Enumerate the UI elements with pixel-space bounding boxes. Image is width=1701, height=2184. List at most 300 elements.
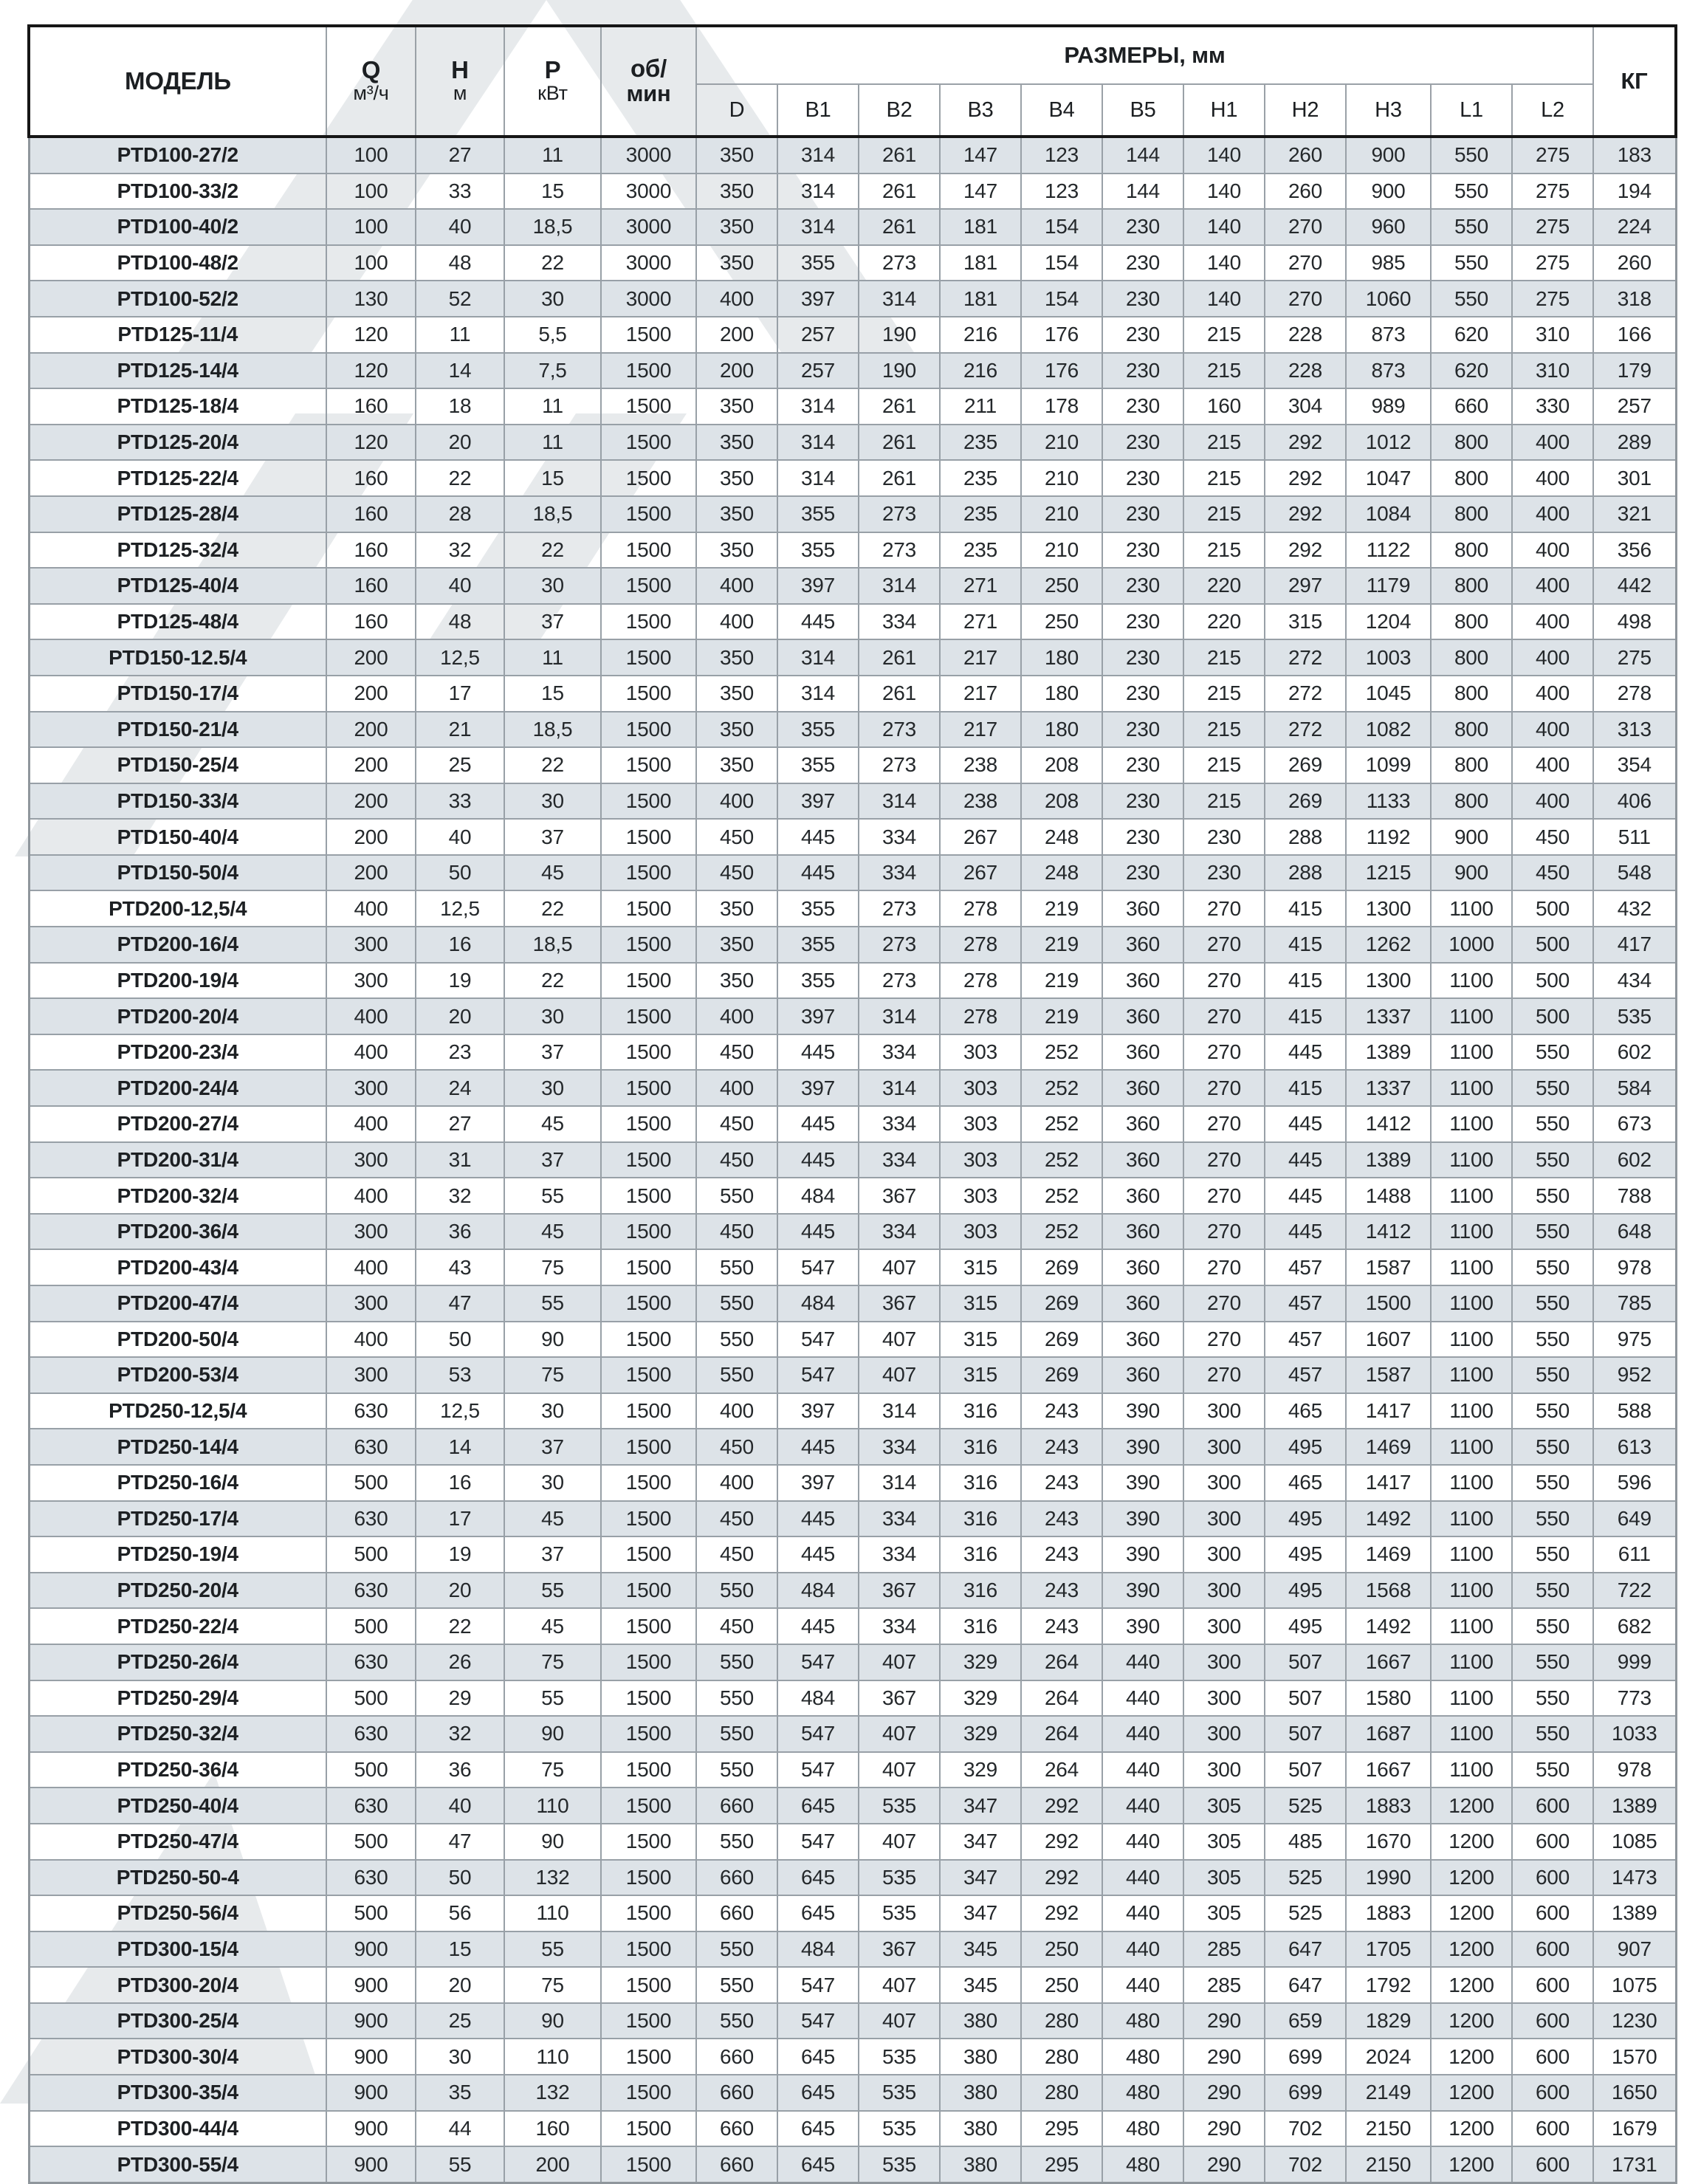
value-cell: 550 — [696, 1680, 777, 1717]
value-cell: 264 — [1021, 1752, 1102, 1788]
value-cell: 329 — [940, 1716, 1021, 1752]
value-cell: 45 — [504, 1214, 601, 1250]
value-cell: 1500 — [601, 783, 696, 820]
value-cell: 30 — [504, 568, 601, 604]
value-cell: 380 — [940, 2075, 1021, 2111]
value-cell: 406 — [1593, 783, 1676, 820]
value-cell: 1500 — [601, 1931, 696, 1968]
value-cell: 550 — [696, 1285, 777, 1322]
value-cell: 250 — [1021, 1931, 1102, 1968]
value-cell: 190 — [859, 317, 940, 353]
model-cell: PTD125-32/4 — [29, 532, 326, 569]
value-cell: 445 — [777, 1142, 859, 1178]
value-cell: 154 — [1021, 209, 1102, 245]
value-cell: 1000 — [1431, 927, 1512, 963]
value-cell: 300 — [1183, 1608, 1265, 1644]
value-cell: 273 — [859, 747, 940, 783]
model-cell: PTD250-22/4 — [29, 1608, 326, 1644]
value-cell: 273 — [859, 963, 940, 999]
value-cell: 1829 — [1346, 2003, 1431, 2039]
value-cell: 160 — [326, 388, 416, 425]
value-cell: 960 — [1346, 209, 1431, 245]
value-cell: 270 — [1183, 998, 1265, 1034]
model-cell: PTD100-52/2 — [29, 281, 326, 317]
value-cell: 445 — [1265, 1106, 1346, 1142]
value-cell: 215 — [1183, 783, 1265, 820]
model-cell: PTD125-18/4 — [29, 388, 326, 425]
value-cell: 200 — [326, 783, 416, 820]
value-cell: 788 — [1593, 1178, 1676, 1214]
value-cell: 314 — [777, 460, 859, 496]
value-cell: 285 — [1183, 1931, 1265, 1968]
value-cell: 345 — [940, 1931, 1021, 1968]
table-row — [29, 245, 1676, 281]
value-cell: 1500 — [601, 1214, 696, 1250]
value-cell: 390 — [1102, 1608, 1183, 1644]
table-row — [29, 963, 1676, 999]
value-cell: 1500 — [601, 1106, 696, 1142]
value-cell: 1300 — [1346, 963, 1431, 999]
model-cell: PTD200-31/4 — [29, 1142, 326, 1178]
value-cell: 1500 — [601, 2146, 696, 2183]
value-cell: 550 — [1512, 1106, 1593, 1142]
value-cell: 1047 — [1346, 460, 1431, 496]
value-cell: 314 — [777, 639, 859, 676]
value-cell: 645 — [777, 2146, 859, 2183]
value-cell: 216 — [940, 317, 1021, 353]
value-cell: 355 — [777, 747, 859, 783]
value-cell: 269 — [1265, 747, 1346, 783]
value-cell: 273 — [859, 927, 940, 963]
value-cell: 261 — [859, 676, 940, 712]
value-cell: 525 — [1265, 1788, 1346, 1824]
value-cell: 630 — [326, 1393, 416, 1429]
value-cell: 295 — [1021, 2111, 1102, 2147]
value-cell: 442 — [1593, 568, 1676, 604]
value-cell: 1500 — [601, 1429, 696, 1465]
value-cell: 215 — [1183, 353, 1265, 389]
value-cell: 400 — [1512, 639, 1593, 676]
value-cell: 900 — [1431, 855, 1512, 891]
value-cell: 36 — [416, 1752, 504, 1788]
value-cell: 208 — [1021, 783, 1102, 820]
value-cell: 90 — [504, 1716, 601, 1752]
value-cell: 1500 — [601, 1860, 696, 1896]
value-cell: 602 — [1593, 1034, 1676, 1071]
value-cell: 230 — [1102, 353, 1183, 389]
value-cell: 12,5 — [416, 890, 504, 927]
value-cell: 873 — [1346, 353, 1431, 389]
value-cell: 550 — [1512, 1644, 1593, 1680]
value-cell: 535 — [859, 1895, 940, 1931]
value-cell: 230 — [1102, 604, 1183, 640]
value-cell: 547 — [777, 1824, 859, 1860]
value-cell: 285 — [1183, 1967, 1265, 2003]
value-cell: 32 — [416, 1178, 504, 1214]
value-cell: 400 — [696, 998, 777, 1034]
value-cell: 275 — [1512, 245, 1593, 281]
value-cell: 500 — [1512, 890, 1593, 927]
value-cell: 450 — [696, 855, 777, 891]
value-cell: 280 — [1021, 2075, 1102, 2111]
value-cell: 1100 — [1431, 1465, 1512, 1501]
value-cell: 292 — [1021, 1824, 1102, 1860]
value-cell: 219 — [1021, 890, 1102, 927]
value-cell: 600 — [1512, 1788, 1593, 1824]
value-cell: 154 — [1021, 245, 1102, 281]
value-cell: 3000 — [601, 174, 696, 210]
value-cell: 500 — [326, 1824, 416, 1860]
value-cell: 220 — [1183, 568, 1265, 604]
value-cell: 252 — [1021, 1214, 1102, 1250]
value-cell: 20 — [416, 998, 504, 1034]
value-cell: 550 — [1512, 1070, 1593, 1106]
value-cell: 160 — [1183, 388, 1265, 425]
value-cell: 907 — [1593, 1931, 1676, 1968]
value-cell: 507 — [1265, 1680, 1346, 1717]
model-cell: PTD250-26/4 — [29, 1644, 326, 1680]
value-cell: 1500 — [601, 676, 696, 712]
model-cell: PTD250-36/4 — [29, 1752, 326, 1788]
value-cell: 660 — [696, 2111, 777, 2147]
value-cell: 314 — [859, 1070, 940, 1106]
value-cell: 978 — [1593, 1752, 1676, 1788]
value-cell: 300 — [326, 1357, 416, 1393]
value-cell: 160 — [326, 568, 416, 604]
value-cell: 11 — [504, 639, 601, 676]
header-rpm-top: об/ — [630, 55, 667, 83]
model-cell: PTD150-33/4 — [29, 783, 326, 820]
value-cell: 30 — [416, 2039, 504, 2075]
value-cell: 450 — [696, 1106, 777, 1142]
value-cell: 1200 — [1431, 1788, 1512, 1824]
table-row — [29, 1393, 1676, 1429]
value-cell: 1679 — [1593, 2111, 1676, 2147]
value-cell: 18,5 — [504, 209, 601, 245]
value-cell: 407 — [859, 1824, 940, 1860]
value-cell: 1500 — [601, 532, 696, 569]
value-cell: 270 — [1265, 281, 1346, 317]
value-cell: 270 — [1183, 963, 1265, 999]
value-cell: 355 — [777, 532, 859, 569]
value-cell: 550 — [1512, 1214, 1593, 1250]
value-cell: 535 — [1593, 998, 1676, 1034]
value-cell: 217 — [940, 639, 1021, 676]
table-row — [29, 425, 1676, 461]
value-cell: 30 — [504, 998, 601, 1034]
value-cell: 1500 — [601, 998, 696, 1034]
model-cell: PTD200-12,5/4 — [29, 890, 326, 927]
value-cell: 230 — [1102, 568, 1183, 604]
value-cell: 550 — [1512, 1608, 1593, 1644]
value-cell: 90 — [504, 2003, 601, 2039]
value-cell: 1667 — [1346, 1752, 1431, 1788]
value-cell: 100 — [326, 137, 416, 174]
value-cell: 600 — [1512, 1967, 1593, 2003]
value-cell: 230 — [1102, 855, 1183, 891]
value-cell: 400 — [1512, 712, 1593, 748]
value-cell: 380 — [940, 2111, 1021, 2147]
value-cell: 215 — [1183, 532, 1265, 569]
value-cell: 100 — [326, 174, 416, 210]
header-q-symbol: Q — [361, 55, 381, 83]
value-cell: 800 — [1431, 496, 1512, 532]
value-cell: 390 — [1102, 1536, 1183, 1573]
value-cell: 264 — [1021, 1716, 1102, 1752]
value-cell: 1469 — [1346, 1536, 1431, 1573]
value-cell: 550 — [696, 1716, 777, 1752]
value-cell: 305 — [1183, 1824, 1265, 1860]
value-cell: 367 — [859, 1931, 940, 1968]
value-cell: 1200 — [1431, 2039, 1512, 2075]
value-cell: 300 — [1183, 1680, 1265, 1717]
value-cell: 25 — [416, 2003, 504, 2039]
value-cell: 602 — [1593, 1142, 1676, 1178]
value-cell: 390 — [1102, 1573, 1183, 1609]
value-cell: 243 — [1021, 1501, 1102, 1537]
table-row — [29, 783, 1676, 820]
value-cell: 2024 — [1346, 2039, 1431, 2075]
value-cell: 300 — [326, 1142, 416, 1178]
table-row — [29, 1142, 1676, 1178]
value-cell: 550 — [696, 1931, 777, 1968]
value-cell: 30 — [504, 783, 601, 820]
value-cell: 257 — [1593, 388, 1676, 425]
value-cell: 292 — [1021, 1895, 1102, 1931]
value-cell: 20 — [416, 1573, 504, 1609]
value-cell: 270 — [1183, 1357, 1265, 1393]
value-cell: 1500 — [601, 1716, 696, 1752]
value-cell: 400 — [696, 604, 777, 640]
value-cell: 400 — [1512, 747, 1593, 783]
header-dim-l1: L1 — [1431, 84, 1512, 137]
value-cell: 1500 — [601, 2075, 696, 2111]
value-cell: 273 — [859, 532, 940, 569]
value-cell: 269 — [1021, 1357, 1102, 1393]
value-cell: 261 — [859, 460, 940, 496]
table-row — [29, 137, 1676, 174]
value-cell: 334 — [859, 819, 940, 855]
value-cell: 1100 — [1431, 963, 1512, 999]
value-cell: 43 — [416, 1249, 504, 1285]
value-cell: 400 — [696, 1393, 777, 1429]
value-cell: 450 — [696, 1501, 777, 1537]
value-cell: 1500 — [601, 963, 696, 999]
value-cell: 20 — [416, 1967, 504, 2003]
value-cell: 37 — [504, 1142, 601, 1178]
table-row — [29, 1644, 1676, 1680]
value-cell: 29 — [416, 1680, 504, 1717]
value-cell: 300 — [326, 1070, 416, 1106]
value-cell: 1500 — [601, 639, 696, 676]
value-cell: 535 — [859, 1788, 940, 1824]
value-cell: 1500 — [601, 1644, 696, 1680]
value-cell: 1389 — [1593, 1788, 1676, 1824]
header-h-symbol: Н — [451, 55, 469, 83]
model-cell: PTD250-50-4 — [29, 1860, 326, 1896]
value-cell: 55 — [416, 2146, 504, 2183]
model-cell: PTD250-32/4 — [29, 1716, 326, 1752]
value-cell: 550 — [696, 1752, 777, 1788]
value-cell: 278 — [940, 963, 1021, 999]
value-cell: 11 — [504, 425, 601, 461]
value-cell: 270 — [1183, 1070, 1265, 1106]
value-cell: 407 — [859, 1644, 940, 1680]
model-cell: PTD300-20/4 — [29, 1967, 326, 2003]
value-cell: 952 — [1593, 1357, 1676, 1393]
value-cell: 270 — [1183, 927, 1265, 963]
value-cell: 367 — [859, 1573, 940, 1609]
value-cell: 230 — [1102, 639, 1183, 676]
value-cell: 350 — [696, 676, 777, 712]
value-cell: 600 — [1512, 2003, 1593, 2039]
value-cell: 345 — [940, 1967, 1021, 2003]
value-cell: 27 — [416, 137, 504, 174]
value-cell: 400 — [1512, 676, 1593, 712]
table-row — [29, 1752, 1676, 1788]
value-cell: 480 — [1102, 2075, 1183, 2111]
header-rpm-bottom: мин — [626, 80, 671, 107]
header-q-unit: м³/ч — [353, 82, 389, 105]
value-cell: 350 — [696, 963, 777, 999]
value-cell: 32 — [416, 1716, 504, 1752]
value-cell: 450 — [696, 1142, 777, 1178]
value-cell: 219 — [1021, 963, 1102, 999]
model-cell: PTD100-48/2 — [29, 245, 326, 281]
value-cell: 315 — [1265, 604, 1346, 640]
value-cell: 75 — [504, 1752, 601, 1788]
table-row — [29, 353, 1676, 389]
value-cell: 1100 — [1431, 1357, 1512, 1393]
value-cell: 440 — [1102, 1931, 1183, 1968]
header-dim-b2: B2 — [859, 84, 940, 137]
value-cell: 525 — [1265, 1860, 1346, 1896]
value-cell: 230 — [1102, 496, 1183, 532]
value-cell: 1215 — [1346, 855, 1431, 891]
value-cell: 19 — [416, 963, 504, 999]
value-cell: 1500 — [601, 2039, 696, 2075]
value-cell: 350 — [696, 388, 777, 425]
model-cell: PTD250-20/4 — [29, 1573, 326, 1609]
value-cell: 1122 — [1346, 532, 1431, 569]
value-cell: 1500 — [601, 1178, 696, 1214]
value-cell: 407 — [859, 1249, 940, 1285]
value-cell: 355 — [777, 496, 859, 532]
value-cell: 264 — [1021, 1644, 1102, 1680]
value-cell: 465 — [1265, 1393, 1346, 1429]
value-cell: 160 — [326, 496, 416, 532]
model-cell: PTD300-35/4 — [29, 2075, 326, 2111]
value-cell: 600 — [1512, 2039, 1593, 2075]
value-cell: 630 — [326, 1644, 416, 1680]
value-cell: 800 — [1431, 425, 1512, 461]
value-cell: 407 — [859, 1716, 940, 1752]
value-cell: 275 — [1512, 137, 1593, 174]
value-cell: 550 — [1512, 1322, 1593, 1358]
value-cell: 215 — [1183, 676, 1265, 712]
value-cell: 550 — [1512, 1357, 1593, 1393]
value-cell: 1667 — [1346, 1644, 1431, 1680]
value-cell: 180 — [1021, 712, 1102, 748]
table-row — [29, 2003, 1676, 2039]
value-cell: 1300 — [1346, 890, 1431, 927]
model-cell: PTD250-17/4 — [29, 1501, 326, 1537]
value-cell: 230 — [1102, 747, 1183, 783]
value-cell: 360 — [1102, 1214, 1183, 1250]
value-cell: 140 — [1183, 245, 1265, 281]
table-row — [29, 890, 1676, 927]
value-cell: 48 — [416, 604, 504, 640]
value-cell: 600 — [1512, 2111, 1593, 2147]
value-cell: 415 — [1265, 998, 1346, 1034]
value-cell: 219 — [1021, 998, 1102, 1034]
value-cell: 535 — [859, 2039, 940, 2075]
value-cell: 457 — [1265, 1357, 1346, 1393]
value-cell: 1179 — [1346, 568, 1431, 604]
value-cell: 367 — [859, 1178, 940, 1214]
value-cell: 1417 — [1346, 1465, 1431, 1501]
value-cell: 465 — [1265, 1465, 1346, 1501]
value-cell: 235 — [940, 460, 1021, 496]
value-cell: 500 — [326, 1895, 416, 1931]
value-cell: 457 — [1265, 1285, 1346, 1322]
header-q — [326, 26, 416, 137]
value-cell: 550 — [696, 1249, 777, 1285]
value-cell: 292 — [1265, 460, 1346, 496]
value-cell: 397 — [777, 1070, 859, 1106]
value-cell: 500 — [326, 1608, 416, 1644]
value-cell: 397 — [777, 568, 859, 604]
value-cell: 330 — [1512, 388, 1593, 425]
value-cell: 224 — [1593, 209, 1676, 245]
value-cell: 17 — [416, 676, 504, 712]
value-cell: 329 — [940, 1752, 1021, 1788]
value-cell: 47 — [416, 1824, 504, 1860]
value-cell: 1500 — [601, 1680, 696, 1717]
value-cell: 215 — [1183, 460, 1265, 496]
value-cell: 407 — [859, 2003, 940, 2039]
table-row — [29, 174, 1676, 210]
value-cell: 243 — [1021, 1608, 1102, 1644]
model-cell: PTD200-36/4 — [29, 1214, 326, 1250]
table-row — [29, 1860, 1676, 1896]
value-cell: 305 — [1183, 1788, 1265, 1824]
value-cell: 290 — [1183, 2039, 1265, 2075]
value-cell: 230 — [1102, 245, 1183, 281]
value-cell: 985 — [1346, 245, 1431, 281]
model-cell: PTD150-21/4 — [29, 712, 326, 748]
value-cell: 445 — [777, 1034, 859, 1071]
value-cell: 15 — [504, 174, 601, 210]
value-cell: 1500 — [601, 460, 696, 496]
value-cell: 200 — [504, 2146, 601, 2183]
value-cell: 270 — [1183, 1106, 1265, 1142]
value-cell: 270 — [1183, 1214, 1265, 1250]
value-cell: 100 — [326, 245, 416, 281]
value-cell: 1670 — [1346, 1824, 1431, 1860]
value-cell: 272 — [1265, 712, 1346, 748]
value-cell: 181 — [940, 209, 1021, 245]
value-cell: 269 — [1021, 1322, 1102, 1358]
value-cell: 31 — [416, 1142, 504, 1178]
value-cell: 334 — [859, 1214, 940, 1250]
value-cell: 37 — [504, 1034, 601, 1071]
value-cell: 350 — [696, 209, 777, 245]
table-row — [29, 639, 1676, 676]
value-cell: 300 — [1183, 1501, 1265, 1537]
value-cell: 300 — [1183, 1536, 1265, 1573]
value-cell: 495 — [1265, 1536, 1346, 1573]
